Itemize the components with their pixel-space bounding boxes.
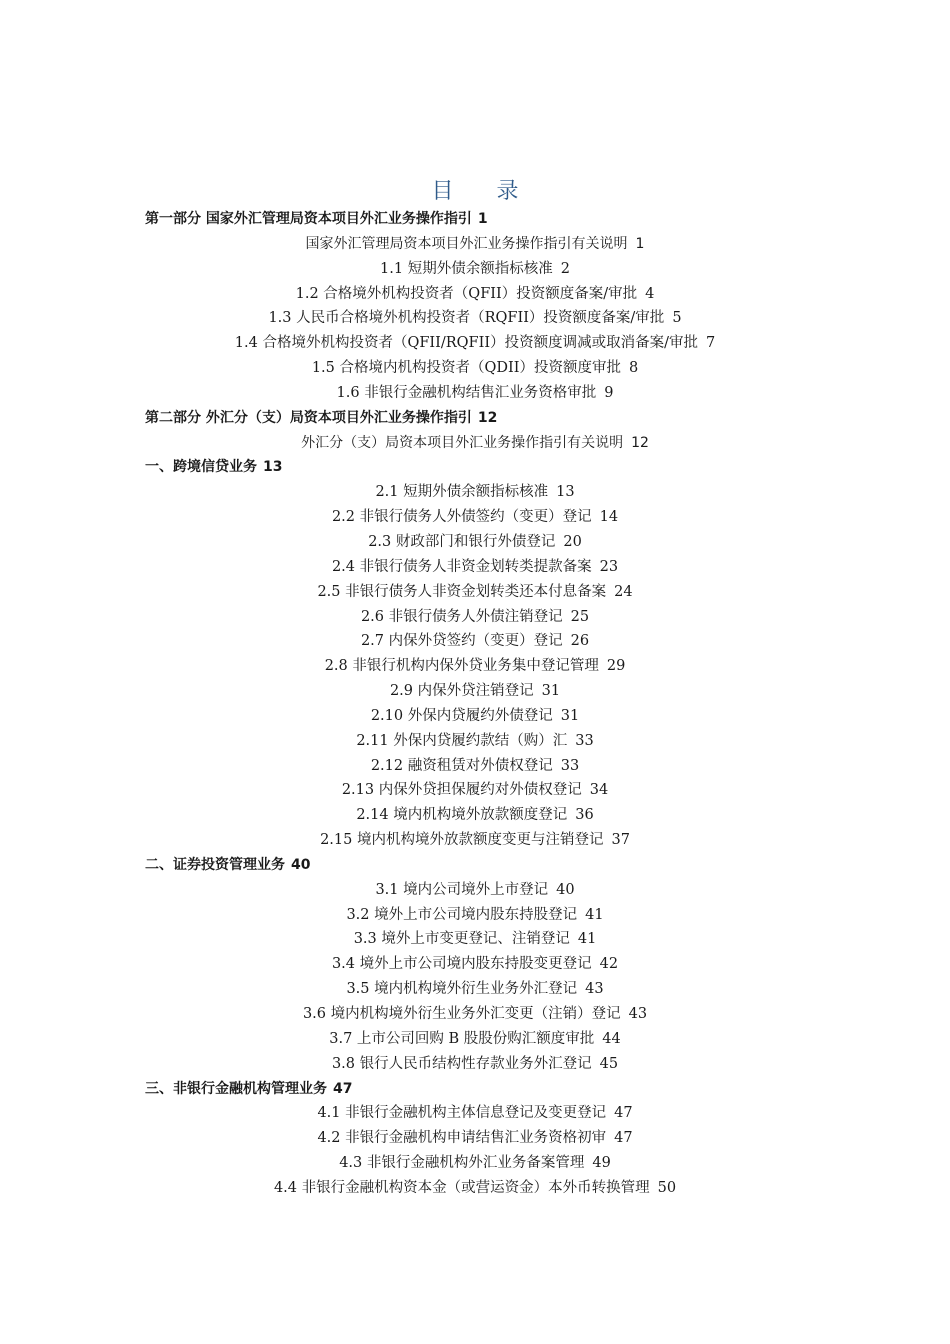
toc-page-number: 41 bbox=[577, 931, 597, 948]
toc-page-number: 26 bbox=[570, 633, 590, 650]
toc-page-number: 41 bbox=[585, 906, 604, 923]
toc-section-heading[interactable] bbox=[0, 207, 950, 232]
toc-page-number: 43 bbox=[628, 1006, 648, 1022]
toc-entry[interactable] bbox=[0, 282, 950, 307]
toc-entry[interactable] bbox=[0, 1176, 950, 1201]
toc-page-number: 47 bbox=[614, 1105, 633, 1122]
toc-page-number: 34 bbox=[589, 782, 609, 799]
toc-entry-text: 第二部分 外汇分（支）局资本项目外汇业务操作指引 bbox=[145, 409, 472, 426]
toc-entry-text: 2.11 外保内贷履约款结（购）汇 bbox=[356, 732, 568, 749]
toc-entry-text: 2.9 内保外贷注销登记 bbox=[389, 683, 534, 700]
toc-entry-text: 3.1 境内公司境外上市登记 bbox=[375, 881, 549, 898]
toc-entry-text: 2.4 非银行债务人非资金划转类提款备案 bbox=[331, 558, 592, 575]
toc-entry-text: 2.6 非银行债务人外债注销登记 bbox=[360, 608, 563, 625]
toc-page-number: 1 bbox=[635, 235, 645, 252]
toc-entry[interactable] bbox=[0, 381, 950, 406]
toc-entry[interactable] bbox=[0, 356, 950, 381]
toc-page-number: 14 bbox=[599, 509, 619, 526]
toc-page-number: 9 bbox=[604, 384, 614, 401]
toc-page-number: 33 bbox=[575, 732, 594, 749]
toc-entry-text: 一、跨境信贷业务 bbox=[145, 459, 257, 476]
toc-entry-text: 2.3 财政部门和银行外债登记 bbox=[368, 533, 556, 550]
toc-entry[interactable] bbox=[0, 1101, 950, 1126]
toc-page-number: 4 bbox=[645, 285, 655, 302]
toc-page-number: 23 bbox=[599, 558, 619, 575]
toc-entry[interactable] bbox=[0, 778, 950, 803]
toc-page-number: 36 bbox=[575, 807, 594, 824]
toc-entry-text: 3.5 境内机构境外衍生业务外汇登记 bbox=[346, 981, 578, 998]
toc-page-number: 44 bbox=[602, 1030, 621, 1047]
toc-entry[interactable] bbox=[0, 331, 950, 356]
toc-entry-text: 3.2 境外上市公司境内股东持股登记 bbox=[346, 906, 578, 923]
toc-entry-text: 国家外汇管理局资本项目外汇业务操作指引有关说明 bbox=[305, 235, 628, 252]
toc-page-number: 31 bbox=[541, 683, 561, 700]
toc-entry-text: 2.7 内保外贷签约（变更）登记 bbox=[360, 633, 563, 650]
toc-entry-text: 2.5 非银行债务人非资金划转类还本付息备案 bbox=[317, 583, 607, 600]
toc-page-number: 12 bbox=[631, 434, 649, 451]
toc-entry[interactable] bbox=[0, 952, 950, 977]
toc-entry-text: 1.1 短期外债余额指标核准 bbox=[380, 260, 553, 277]
toc-entry-text: 3.3 境外上市变更登记、注销登记 bbox=[353, 931, 570, 948]
toc-entry-text: 2.12 融资租赁对外债权登记 bbox=[370, 757, 553, 774]
toc-entry[interactable] bbox=[0, 530, 950, 555]
toc-entry-text: 2.14 境内机构境外放款额度登记 bbox=[356, 807, 568, 824]
toc-entry[interactable] bbox=[0, 1002, 950, 1027]
toc-entry[interactable] bbox=[0, 654, 950, 679]
toc-entry-text: 1.4 合格境外机构投资者（QFII/RQFII）投资额度调减或取消备案/审批 bbox=[234, 335, 698, 352]
toc-entry[interactable] bbox=[0, 679, 950, 704]
toc-entry[interactable] bbox=[0, 704, 950, 729]
toc-entry[interactable] bbox=[0, 729, 950, 754]
toc-entry-text: 2.1 短期外债余额指标核准 bbox=[375, 484, 549, 501]
toc-page-number: 47 bbox=[333, 1080, 353, 1097]
toc-entry[interactable] bbox=[0, 629, 950, 654]
toc-entry-text: 3.4 境外上市公司境内股东持股变更登记 bbox=[331, 956, 592, 973]
toc-title: 目 录 bbox=[431, 179, 537, 204]
toc-page-number: 1 bbox=[477, 211, 488, 227]
toc-entry[interactable] bbox=[0, 257, 950, 282]
toc-entry[interactable] bbox=[0, 555, 950, 580]
toc-entry-text: 二、证券投资管理业务 bbox=[145, 856, 285, 873]
toc-page-number: 47 bbox=[614, 1130, 633, 1147]
toc-entry[interactable] bbox=[0, 878, 950, 903]
toc-entry-text: 4.4 非银行金融机构资本金（或营运资金）本外币转换管理 bbox=[273, 1179, 650, 1196]
toc-page-number: 29 bbox=[606, 658, 626, 675]
toc-page-number: 5 bbox=[672, 310, 682, 327]
toc-entry[interactable] bbox=[0, 1027, 950, 1052]
toc-entry-text: 3.6 境内机构境外衍生业务外汇变更（注销）登记 bbox=[302, 1006, 621, 1022]
toc-entry-text: 1.6 非银行金融机构结售汇业务资格审批 bbox=[336, 384, 597, 401]
toc-section-heading[interactable] bbox=[0, 853, 950, 878]
toc-section-heading[interactable] bbox=[0, 406, 950, 431]
toc-entry[interactable] bbox=[0, 1126, 950, 1151]
toc-page-number: 45 bbox=[599, 1055, 619, 1072]
toc-page-number: 37 bbox=[611, 832, 630, 849]
toc-page-number: 49 bbox=[592, 1155, 611, 1172]
toc-entry-text: 2.15 境内机构境外放款额度变更与注销登记 bbox=[320, 832, 604, 849]
toc-entry[interactable] bbox=[0, 1052, 950, 1077]
toc-entry[interactable] bbox=[0, 803, 950, 828]
toc-page-number: 2 bbox=[560, 260, 570, 277]
toc-entry-text: 3.7 上市公司回购 B 股股份购汇额度审批 bbox=[329, 1030, 595, 1047]
toc-entry[interactable] bbox=[0, 927, 950, 952]
toc-page-number: 13 bbox=[556, 484, 575, 501]
toc-entry-text: 外汇分（支）局资本项目外汇业务操作指引有关说明 bbox=[301, 434, 624, 451]
toc-entry[interactable] bbox=[0, 480, 950, 505]
toc-entry[interactable] bbox=[0, 505, 950, 530]
toc-section-heading[interactable] bbox=[0, 455, 950, 480]
toc-entry-text: 2.10 外保内贷履约外债登记 bbox=[370, 707, 553, 724]
toc-entry-text: 3.8 银行人民币结构性存款业务外汇登记 bbox=[331, 1055, 592, 1072]
toc-page-number: 7 bbox=[705, 335, 716, 352]
toc-entry[interactable] bbox=[0, 754, 950, 779]
toc-page-number: 33 bbox=[560, 757, 580, 774]
toc-page-number: 20 bbox=[563, 533, 582, 550]
toc-entry-text: 4.2 非银行金融机构申请结售汇业务资格初审 bbox=[317, 1130, 607, 1147]
toc-entry-text: 2.8 非银行机构内保外贷业务集中登记管理 bbox=[324, 658, 599, 675]
toc-entry-text: 1.5 合格境内机构投资者（QDII）投资额度审批 bbox=[311, 360, 621, 377]
toc-entry-text: 2.13 内保外贷担保履约对外债权登记 bbox=[341, 782, 582, 799]
toc-entry[interactable] bbox=[0, 232, 950, 257]
toc-page-number: 24 bbox=[614, 583, 633, 600]
toc-entry-text: 4.3 非银行金融机构外汇业务备案管理 bbox=[339, 1155, 585, 1172]
toc-entry[interactable] bbox=[0, 903, 950, 928]
toc-entry[interactable] bbox=[0, 977, 950, 1002]
toc-page-number: 31 bbox=[560, 707, 580, 724]
toc-entry-text: 1.3 人民币合格境外机构投资者（RQFII）投资额度备案/审批 bbox=[268, 310, 665, 327]
toc-page-number: 40 bbox=[556, 881, 575, 898]
toc-page-number: 43 bbox=[585, 981, 604, 998]
toc-entry-text: 1.2 合格境外机构投资者（QFII）投资额度备案/审批 bbox=[295, 285, 638, 302]
toc-entry-text: 三、非银行金融机构管理业务 bbox=[145, 1080, 327, 1097]
toc-entry-text: 2.2 非银行债务人外债签约（变更）登记 bbox=[331, 509, 592, 526]
toc-entry[interactable] bbox=[0, 306, 950, 331]
toc-page-number: 42 bbox=[599, 956, 619, 973]
toc-page-number: 8 bbox=[628, 360, 639, 377]
toc-page-number: 40 bbox=[291, 856, 311, 873]
toc-page-number: 25 bbox=[570, 608, 590, 625]
toc-page-number: 13 bbox=[263, 459, 283, 476]
toc-entry[interactable] bbox=[0, 431, 950, 456]
toc-entry[interactable] bbox=[0, 580, 950, 605]
toc-entry[interactable] bbox=[0, 1151, 950, 1176]
toc-entry[interactable] bbox=[0, 605, 950, 630]
toc-entry[interactable] bbox=[0, 828, 950, 853]
toc-entry-text: 第一部分 国家外汇管理局资本项目外汇业务操作指引 bbox=[145, 211, 472, 227]
toc-page-number: 50 bbox=[657, 1179, 677, 1196]
toc-entry-text: 4.1 非银行金融机构主体信息登记及变更登记 bbox=[317, 1105, 607, 1122]
toc-page-number: 12 bbox=[477, 409, 498, 426]
toc-section-heading[interactable] bbox=[0, 1077, 950, 1102]
table-of-contents bbox=[0, 207, 950, 1201]
